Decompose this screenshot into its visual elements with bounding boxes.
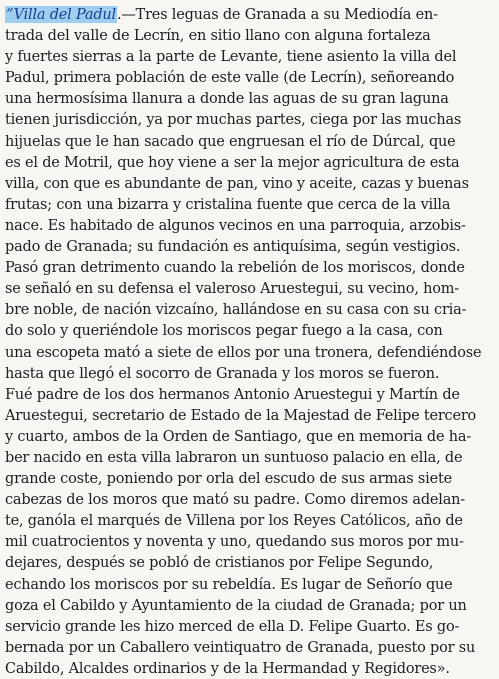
text-line-18: hasta que llegó el socorro de Granada y los moros se fueron.	[5, 364, 440, 382]
text-line-3: y fuertes sierras a la parte de Levante, tiene asiento la villa del	[5, 48, 457, 66]
text-line-4: Padul, primera población de este valle (de Lecrín), señoreando	[5, 69, 455, 87]
text-line-27: dejares, después se pobló de cristianos por Felipe Segundo,	[5, 554, 434, 572]
text-line-22: ber nacido en esta villa labraron un suntuoso palacio en ella, de	[5, 448, 463, 466]
text-line-7: hijuelas que le han sacado que engruesan el río de Dúrcal, que	[5, 132, 456, 150]
text-line-1-rest: .—Tres leguas de Granada a su Mediodía en-	[116, 6, 438, 23]
text-line-17: una escopeta mató a siete de ellos por una tronera, defendiéndose	[5, 343, 482, 361]
text-line-21: y cuarto, ambos de la Orden de Santiago, que en memoria de ha-	[5, 427, 472, 445]
text-line-1	[5, 4, 495, 25]
text-line-5: una hermosísima llanura a donde las aguas de su gran laguna	[5, 90, 449, 108]
text-line-9: villa, con que es abundante de pan, vino y aceite, cazas y buenas	[5, 174, 469, 192]
text-line-19: Fué padre de los dos hermanos Antonio Aruestegui y Martín de	[5, 385, 460, 403]
text-line-20: Aruestegui, secretario de Estado de la Majestad de Felipe tercero	[5, 406, 477, 424]
text-line-29: goza el Cabildo y Ayuntamiento de la ciudad de Granada; por un	[5, 596, 467, 614]
text-line-15: bre noble, de nación vizcaíno, hallándose en su casa con su cria-	[5, 301, 467, 319]
text-line-31: bernada por un Caballero veintiquatro de Granada, puesto por su	[5, 638, 476, 656]
text-line-14: se señaló en su defensa el valeroso Aruestegui, su vecino, hom-	[5, 280, 459, 298]
text-line-28: echando los moriscos por su rebeldía. Es lugar de Señorío que	[5, 575, 453, 593]
text-line-30: servicio grande les hizo merced de ella D. Felipe Guarto. Es go-	[5, 617, 460, 635]
text-line-10: frutas; con una bizarra y cristalina fuente que cerca de la villa	[5, 195, 451, 213]
text-line-32: Cabildo, Alcaldes ordinarios y de la Hermandad y Regidores».	[5, 659, 450, 677]
highlighted-title[interactable]: “Villa del Padul	[5, 6, 116, 23]
text-line-23: grande coste, poniendo por orla del escudo de sus armas siete	[5, 470, 452, 488]
text-line-11: nace. Es habitado de algunos vecinos en una parroquia, arzobis-	[5, 216, 466, 234]
text-line-6: tienen jurisdicción, ya por muchas partes, ciega por las muchas	[5, 111, 462, 129]
text-line-8: es el de Motril, que hoy viene a ser la mejor agricultura de esta	[5, 153, 460, 171]
text-line-24: cabezas de los moros que mató su padre. Como diremos adelan-	[5, 491, 465, 509]
text-line-2: trada del valle de Lecrín, en sitio llano con alguna fortaleza	[5, 27, 431, 45]
text-line-13: Pasó gran detrimento cuando la rebelión de los moriscos, donde	[5, 259, 465, 277]
text-line-16: do solo y queriéndole los moriscos pegar fuego a la casa, con	[5, 322, 443, 340]
text-line-26: mil cuatrocientos y noventa y uno, quedando sus moros por mu-	[5, 533, 464, 551]
text-line-25: te, ganóla el marqués de Villena por los Reyes Católicos, año de	[5, 512, 463, 530]
text-line-12: pado de Granada; su fundación es antiquísima, según vestigios.	[5, 238, 461, 256]
